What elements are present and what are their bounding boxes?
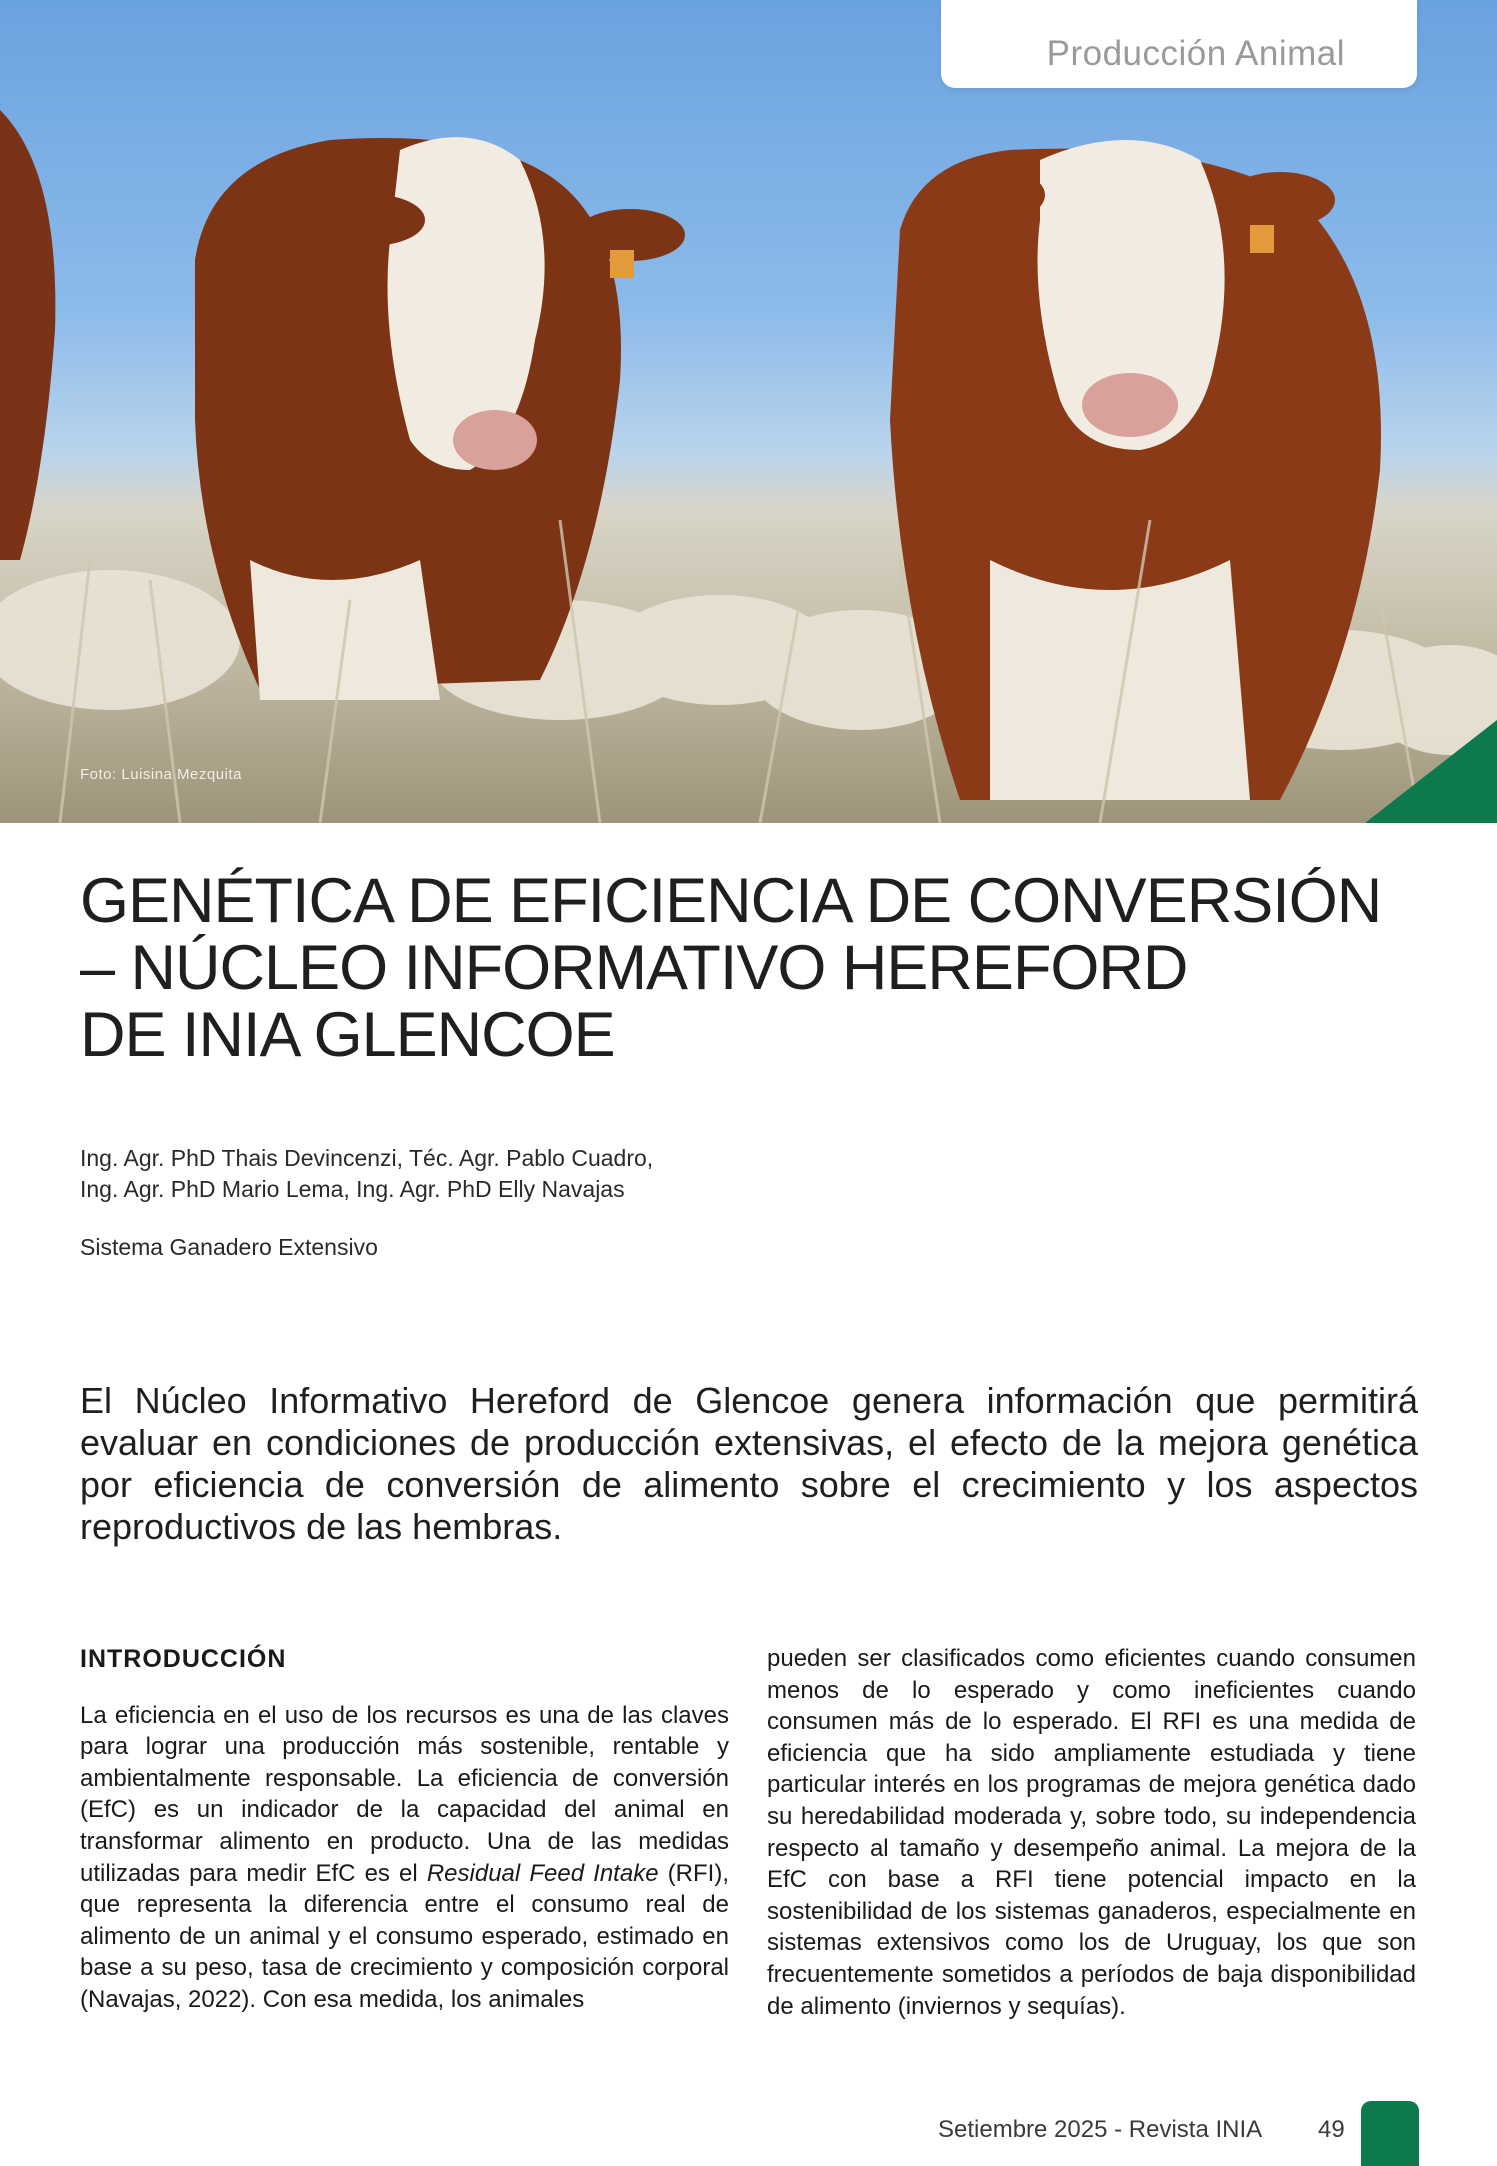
photo-credit: Foto: Luisina Mezquita [80, 766, 242, 783]
authors [80, 1143, 653, 1205]
intro-heading: INTRODUCCIÓN [80, 1645, 287, 1673]
section-label: Producción Animal [1046, 34, 1345, 73]
lead-paragraph: El Núcleo Informativo Hereford de Glencoe genera información que permitirá evaluar en condiciones de producción extensivas, el efecto de la mejora genética por eficiencia de conversión de alimento sobre el crecimiento y los aspectos reproductivos de las hembras. [80, 1380, 1418, 1547]
article-title [80, 868, 1420, 1069]
title-line-1: GENÉTICA DE EFICIENCIA DE CONVERSIÓN [80, 866, 1382, 936]
right-column-text: pueden ser clasificados como eficientes cuando consumen menos de lo esperado y como ineficientes cuando consumen más de lo esperado. El RFI es una medida de eficiencia que ha sido ampliamente estudiada y tiene particular interés en los programas de mejora genética dado su heredabilidad moderada y, sobre todo, su independencia respecto al tamaño y desempeño animal. La mejora de la EfC con base a RFI tiene potencial impacto en la sostenibilidad de los sistemas ganaderos, especialmente en sistemas extensivos como los de Uruguay, los que son frecuentemente sometidos a períodos de baja disponibilidad de alimento (inviernos y sequías). [767, 1645, 1416, 2020]
title-line-2: – NÚCLEO INFORMATIVO HEREFORD [80, 933, 1188, 1003]
intro-paragraph [80, 1700, 729, 2016]
hero-photo [0, 0, 1497, 823]
intro-italic-term: Residual Feed Intake [426, 1859, 659, 1887]
title-line-3: DE INIA GLENCOE [80, 1000, 615, 1070]
program-name: Sistema Ganadero Extensivo [80, 1234, 378, 1260]
left-column [80, 1640, 729, 2016]
section-tab [941, 0, 1417, 88]
right-column [767, 1643, 1416, 2022]
page-tab-accent [1361, 2101, 1419, 2166]
authors-line-1: Ing. Agr. PhD Thais Devincenzi, Téc. Agr. Pablo Cuadro, [80, 1145, 654, 1171]
intro-text-1: La eficiencia en el uso de los recursos es una de las claves para lograr una producción más sostenible, rentable y ambientalmente responsable. La eficiencia de conversión (EfC) es un indicador de la capacidad del animal en transformar alimento en producto. Una de las medidas utilizadas para medir EfC es el [80, 1701, 729, 1887]
page-number: 49 [1318, 2116, 1345, 2143]
cattle-illustration [0, 0, 1497, 823]
authors-line-2: Ing. Agr. PhD Mario Lema, Ing. Agr. PhD Elly Navajas [80, 1176, 625, 1202]
footer-issue: Setiembre 2025 - Revista INIA [938, 2116, 1263, 2143]
intro-text-2: (RFI), que representa la diferencia entre el consumo real de alimento de un animal y el consumo esperado, estimado en base a su peso, tasa de crecimiento y composición corporal (Navajas, 2022). Con esa medida, los animales [80, 1859, 729, 2013]
